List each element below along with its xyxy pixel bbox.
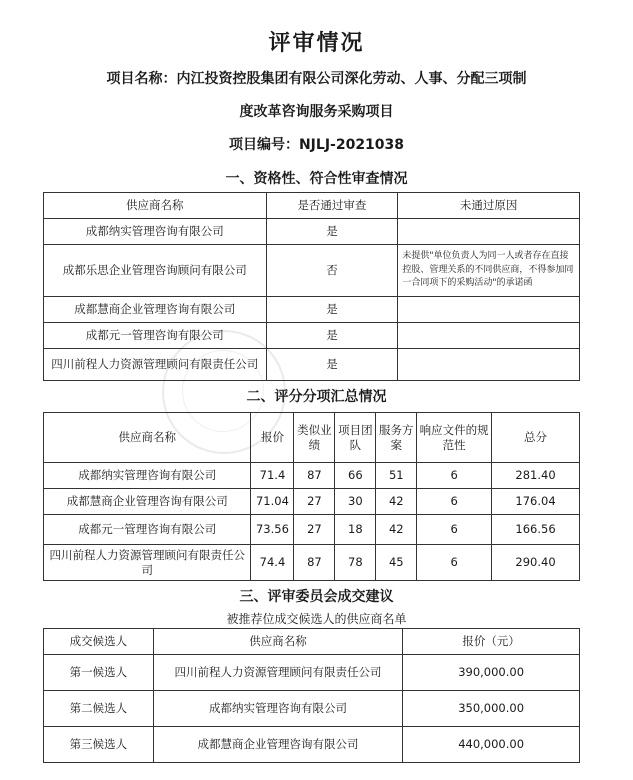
table-row [44, 219, 580, 245]
candidate-rank: 第二候选人 [44, 691, 154, 727]
section3-subtitle: 被推荐位成交候选人的供应商名单 [226, 612, 407, 626]
quote-amount: 350,000.00 [403, 691, 580, 727]
supplier-name: 成都纳实管理咨询有限公司 [44, 219, 267, 245]
normativity-score: 6 [417, 489, 492, 515]
project-name-cont: 度改革咨询服务采购项目 [239, 104, 394, 120]
performance-score: 87 [294, 463, 335, 489]
supplier-name: 成都纳实管理咨询有限公司 [153, 691, 402, 727]
header-price: 报价 [251, 413, 294, 463]
header-supplier: 供应商名称 [44, 193, 267, 219]
table-header-row [44, 193, 580, 219]
table-row [44, 489, 580, 515]
section2-heading: 二、评分分项汇总情况 [246, 389, 387, 405]
candidate-rank: 第一候选人 [44, 655, 154, 691]
section1-heading: 一、资格性、符合性审查情况 [225, 171, 408, 187]
price-score: 71.4 [251, 463, 294, 489]
fail-reason: 未提供"单位负责人为同一人或者存在直接控股、管理关系的不同供应商，不得参加同一合同项下的采购活动"的承诺函 [398, 245, 580, 297]
normativity-score: 6 [417, 463, 492, 489]
table-row [44, 245, 580, 297]
quote-amount: 440,000.00 [403, 727, 580, 763]
recommendation-table [43, 628, 580, 763]
total-score: 290.40 [492, 545, 580, 581]
supplier-name: 成都元一管理咨询有限公司 [44, 323, 267, 349]
section3-heading: 三、评审委员会成交建议 [239, 589, 394, 605]
performance-score: 87 [294, 545, 335, 581]
plan-score: 45 [376, 545, 417, 581]
team-score: 30 [335, 489, 376, 515]
supplier-name: 成都慧商企业管理咨询有限公司 [44, 489, 251, 515]
table-row [44, 297, 580, 323]
table-header-row [44, 629, 580, 655]
team-score: 78 [335, 545, 376, 581]
table-row [44, 727, 580, 763]
table-row [44, 463, 580, 489]
page-title: 评审情况 [268, 31, 365, 56]
project-name: 项目名称：内江投资控股集团有限公司深化劳动、人事、分配三项制 [106, 71, 527, 87]
header-total: 总分 [492, 413, 580, 463]
pass-status: 否 [266, 245, 398, 297]
header-supplier: 供应商名称 [44, 413, 251, 463]
table-row [44, 323, 580, 349]
plan-score: 42 [376, 515, 417, 545]
total-score: 176.04 [492, 489, 580, 515]
normativity-score: 6 [417, 515, 492, 545]
header-performance: 类似业绩 [294, 413, 335, 463]
supplier-name: 成都慧商企业管理咨询有限公司 [44, 297, 267, 323]
scoring-table [43, 412, 580, 581]
table-row [44, 691, 580, 727]
pass-status: 是 [266, 219, 398, 245]
supplier-name: 四川前程人力资源管理顾问有限责任公司 [153, 655, 402, 691]
header-team: 项目团队 [335, 413, 376, 463]
pass-status: 是 [266, 323, 398, 349]
fail-reason [398, 297, 580, 323]
table-row [44, 545, 580, 581]
supplier-name: 成都元一管理咨询有限公司 [44, 515, 251, 545]
plan-score: 51 [376, 463, 417, 489]
price-score: 73.56 [251, 515, 294, 545]
fail-reason [398, 349, 580, 381]
header-supplier: 供应商名称 [153, 629, 402, 655]
normativity-score: 6 [417, 545, 492, 581]
fail-reason [398, 219, 580, 245]
header-quote: 报价（元） [403, 629, 580, 655]
pass-status: 是 [266, 297, 398, 323]
performance-score: 27 [294, 515, 335, 545]
team-score: 18 [335, 515, 376, 545]
supplier-name: 成都纳实管理咨询有限公司 [44, 463, 251, 489]
supplier-name: 成都慧商企业管理咨询有限公司 [153, 727, 402, 763]
table-row [44, 655, 580, 691]
supplier-name: 成都乐思企业管理咨询顾问有限公司 [44, 245, 267, 297]
plan-score: 42 [376, 489, 417, 515]
header-reason: 未通过原因 [398, 193, 580, 219]
header-plan: 服务方案 [376, 413, 417, 463]
header-pass: 是否通过审查 [266, 193, 398, 219]
fail-reason [398, 323, 580, 349]
team-score: 66 [335, 463, 376, 489]
performance-score: 27 [294, 489, 335, 515]
supplier-name: 四川前程人力资源管理顾问有限责任公司 [44, 545, 251, 581]
qualification-table [43, 192, 580, 381]
quote-amount: 390,000.00 [403, 655, 580, 691]
table-row [44, 515, 580, 545]
pass-status: 是 [266, 349, 398, 381]
header-rank: 成交候选人 [44, 629, 154, 655]
project-number: 项目编号：NJLJ-2021038 [228, 137, 405, 153]
price-score: 74.4 [251, 545, 294, 581]
candidate-rank: 第三候选人 [44, 727, 154, 763]
header-normativity: 响应文件的规范性 [417, 413, 492, 463]
table-row [44, 349, 580, 381]
price-score: 71.04 [251, 489, 294, 515]
total-score: 166.56 [492, 515, 580, 545]
supplier-name: 四川前程人力资源管理顾问有限责任公司 [44, 349, 267, 381]
total-score: 281.40 [492, 463, 580, 489]
table-header-row [44, 413, 580, 463]
